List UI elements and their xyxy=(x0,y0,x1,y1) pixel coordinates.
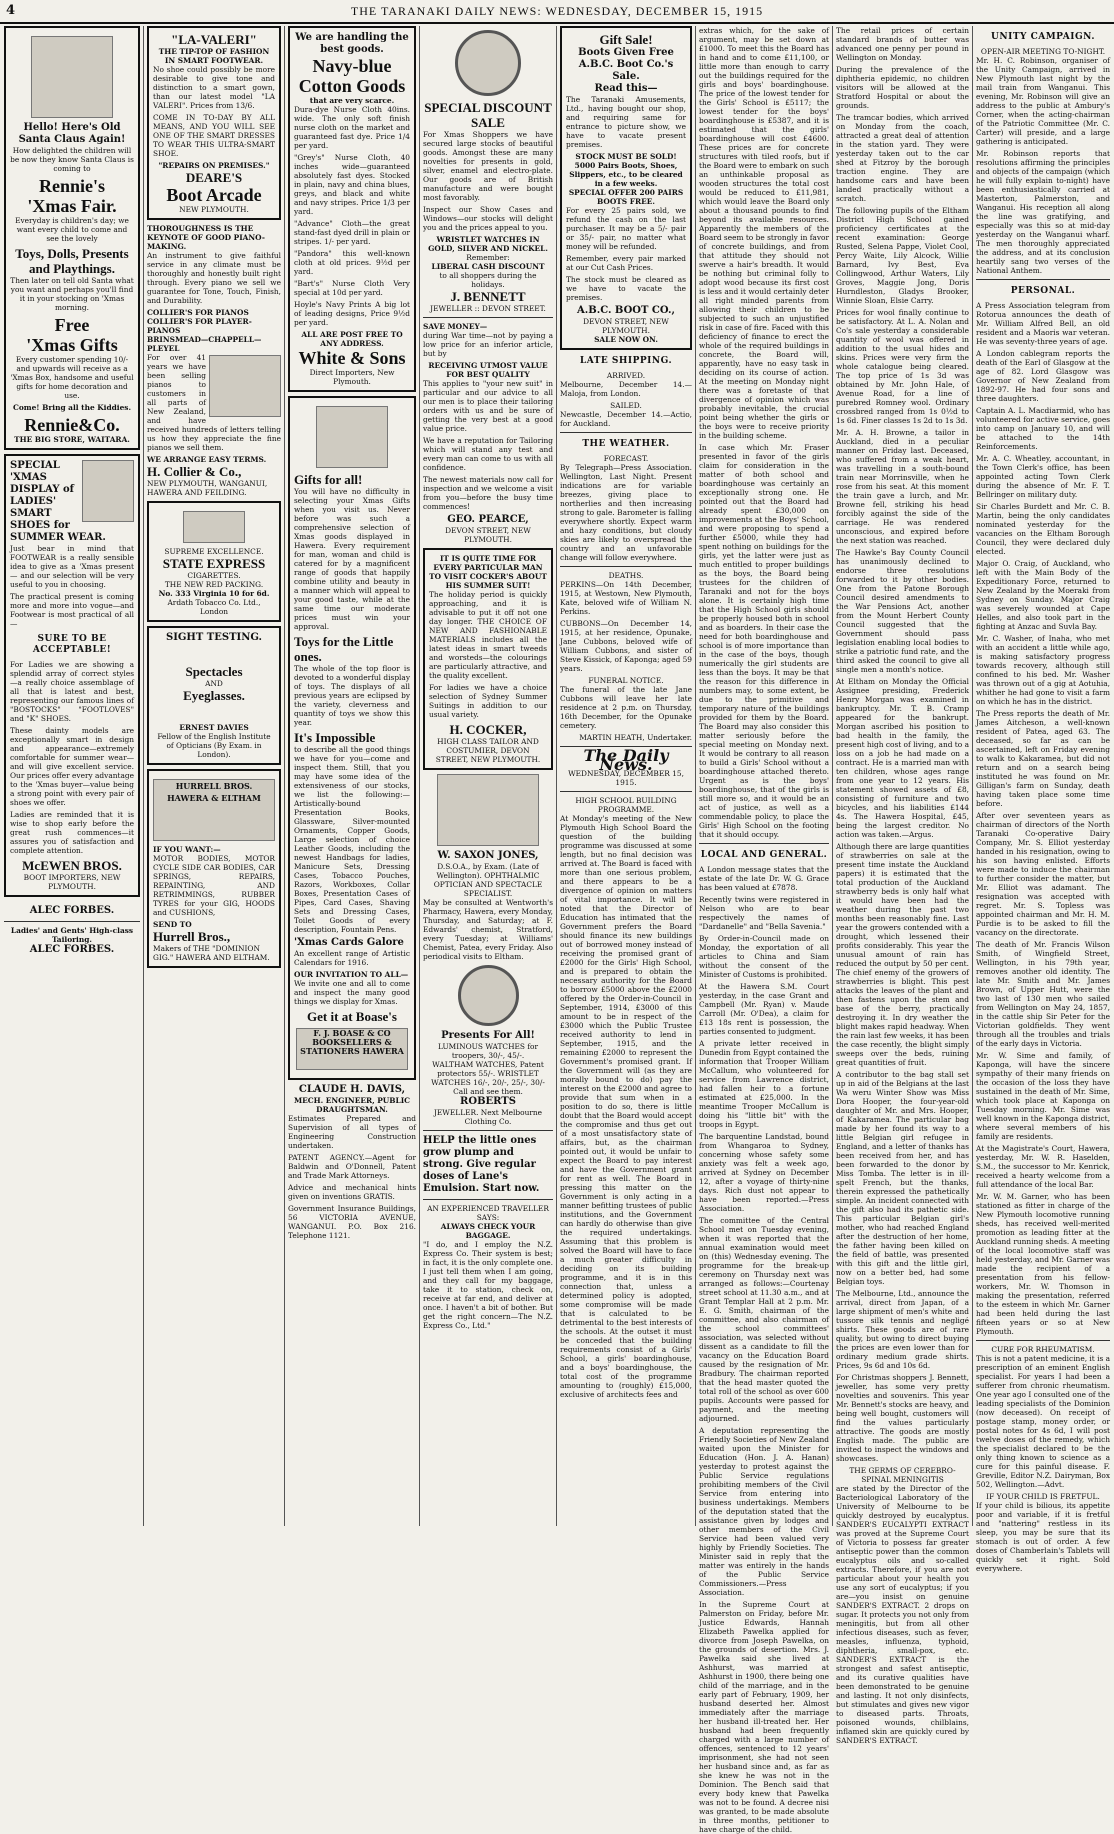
cigarettes-text: CIGARETTES. xyxy=(187,571,241,580)
bennett-heading: J. BENNETT xyxy=(450,289,526,304)
saxon-heading: W. SAXON JONES, xyxy=(437,850,539,861)
personal-item: After over seventeen years as chairman of directors of the North Taranaki Co-operative Dairy Company, Mr. S. Elliot yesterday handed in his resignation, owing to his son having enlisted. Efforts were made to induce the chairman to further consider the matter, but Mr. Elliot was adamant. The resignation was accepted with regret. Mr. S. Topless was appointed chairman and Mr. H. M. Purdie is to be asked to fill the vacancy on the directorate. xyxy=(976,811,1110,937)
local-item: Recently twins were registered in Nelson who are to bear respectively the names of "Dardanelle" and "Bella Savenia." xyxy=(699,895,829,931)
special-shoes-heading: SPECIAL 'XMAS DISPLAY of LADIES' SMART SHOES for SUMMER WEAR. xyxy=(10,460,106,543)
boots-free-heading: Boots Given Free xyxy=(578,47,674,58)
rennie-intro: How delighted the children will be now they know Santa Claus is coming to xyxy=(10,146,134,173)
presents-heading: Presents For All! xyxy=(441,1030,535,1041)
collier-player-pianos: COLLIER'S FOR PLAYER-PIANOS xyxy=(147,317,252,335)
jeweller-text: JEWELLER :: DEVON STREET. xyxy=(430,304,546,313)
special-discount-heading: SPECIAL DISCOUNT SALE xyxy=(424,100,552,130)
column-rule xyxy=(419,26,420,1526)
personal-item: The death of Mr. Francis Wilson Smith, of Wingfield Street, Wellington, in his 79th year, removes another old identity. The late Mr. Smith and Mr. James Brown, of Upper Hutt, were the two last of 130 men who sailed from Wellington on May 24, 1857, in the cattle ship Sir Peter for the Victorian goldfields. They went through all the troubles and trials of the early days in Victoria. xyxy=(976,940,1110,1048)
newest-text: The newest materials now call for inspection and we welcome a visit from you—before the busy time commences! xyxy=(423,475,553,511)
eyeglasses-heading: Eyeglasses. xyxy=(183,688,245,703)
state-express-seal xyxy=(183,511,245,543)
pandora-text: "Pandora" this well-known cloth at old prices. 9½d per yard. xyxy=(294,249,410,276)
column-1 xyxy=(4,26,140,1526)
fellow-text: Fellow of the English Institute of Opticians (By Exam. in London). xyxy=(157,732,271,759)
hurrell-advert xyxy=(147,769,281,968)
forladies-text: For ladies we have a choice selection of Sydney Summer Suitings in addition to our usual variety. xyxy=(429,683,547,719)
local-item: During the prevalence of the diphtheria epidemic, no children visitors will be allowed at the Stratford Hospital or about the grounds. xyxy=(836,65,969,110)
local-item: In the Supreme Court at Palmerston on Friday, before Mr. Justice Edwards, Hannah Elizabeth Pawelka applied for divorce from Joseph Pawelka, on the grounds of desertion. Mrs. J. Pawelka said she lived at Ashhurst, was married at Ashhurst in 1900, there being one child of the marriage, and in the early part of February, 1909, her husband deserted her. Almost immediately after the marriage her husband ill-treated her. Her husband had been frequently charged with a large number of offences, sentenced to 12 years' imprisonment, she had not seen her husband since and, as far as she knew he was not in the Dominion. The Bench said that every body knew that Pawelka was not to be found. A decree nisi was granted, to be made absolute in three months, petitioner to have charge of the child. xyxy=(699,1600,829,1834)
weather-heading: THE WEATHER. xyxy=(582,439,670,449)
hello-heading: Hello! Here's Old Santa Claus Again! xyxy=(18,122,126,145)
hcollier-address: NEW PLYMOUTH, WANGANUI, HAWERA AND FEILDING. xyxy=(147,479,268,497)
daily-news-heading: The Daily News. xyxy=(583,746,669,774)
column-rule xyxy=(832,26,833,1526)
navy-blue-heading: Navy-blue Cotton Goods xyxy=(298,56,406,96)
deare-advert xyxy=(147,26,281,220)
abc-boot-advert xyxy=(560,26,692,350)
unity-text: Mr. Robinson reports that resolutions affirming the principles and objects of the campaign (which he will fully explain to-night) have been enthusiastically carried at Masterton, Palmerston, and Wanganui. His reception all along the line was gratifying, and especially was this so at mid-day yesterday on the Wanganui wharf. The men thoroughly appreciated the address, and at its conclusion heartily sang two verses of the National Anthem. xyxy=(976,149,1110,275)
germs-heading: THE GERMS OF CEREBRO-SPINAL MENINGITIS xyxy=(849,1466,956,1484)
claude-heading: CLAUDE H. DAVIS, xyxy=(298,1084,406,1095)
rennie-co-heading: Rennie&Co. xyxy=(24,415,120,435)
help-little-text: HELP the little ones grow plump and strong. Give regular doses of Lane's Emulsion. Start now. xyxy=(423,1135,540,1194)
funeral-heading: FUNERAL NOTICE. xyxy=(588,676,664,685)
always-check-text: ALWAYS CHECK YOUR BAGGAGE. xyxy=(440,1222,536,1240)
boase-advert xyxy=(288,396,416,1080)
white-sons-heading: White & Sons xyxy=(298,348,406,368)
no333-text: No. 333 Virginia 10 for 6d. xyxy=(158,589,270,598)
column-rule xyxy=(556,26,557,1526)
impossible-heading: It's Impossible xyxy=(294,730,376,745)
boase-logo: F. J. BOASE & CO BOOKSELLERS & STATIONERS HAWERA xyxy=(296,1028,408,1070)
sailed-text: Newcastle, December 14.—Actio, for Auckland. xyxy=(560,410,692,428)
advice-text: Advice and mechanical hints given on inventions GRATIS. xyxy=(288,1183,416,1201)
davies-advert xyxy=(147,626,281,765)
column-5 xyxy=(560,26,692,1526)
column-rule xyxy=(972,26,973,1526)
hsb-text: At Monday's meeting of the New Plymouth High School Board the question of the building programme was discussed at some length, but no final decision was arrived at. The Board is faced with more than one serious problem, and there appears to be a divergence of opinion on matters of vital importance. It will be noted that the Director of Education has intimated that the Government prefers the Board should finance its new buildings out of borrowed money instead of receiving the promised grant of £2000 for the Girls' High School, and is prepared to obtain the necessary authority for the Board to borrow £5000 above the £2000 offered by the Order-in-Council in September, 1914, £3000 of this amount to be in respect of the £3000 which the Public Trustee received authority to lend in September, 1915, and the remaining £2000 to represent the Government's promised grant. If the Government will (as they are morally bound to do) pay the interest on the £2000 and agree to provide that sum when in a position to do so, there is little doubt that the Board would accept the compromise and thus get out of a most unsatisfactory state of affairs, but, as the chairman pointed out, it would be unfair to expect the Board to pay interest and have the Government grant for rent as well. The Board in pressing this matter on the Government is only acting in a manner befitting trustees of public institutions, and the Government can hardly do otherwise than give the required undertakings. Assuming that this problem is solved the Board will have to face a much greater difficulty in deciding on its building programme, and it is in this connection that, unless a determined policy is adopted, some compromise will be made that is calculated to be detrimental to the best interests of the schools. At the outset it must be conceded that the building requirements consist of a Girls' School, a girls' boardinghouse, and a boys' boardinghouse, the total cost of the programme amounting to (roughly) £15,000, exclusive of architects fees and xyxy=(560,814,692,1399)
sanders-text: are stated by the Director of the Bacteriological Laboratory of the University of Melbourne to be quickly destroyed by eucalyptus. SANDER'S EUCALYPTI EXTRACT was proved at the Supreme Court of Victoria to possess far greater antiseptic power than the common eucalyptus oils and so-called extracts. Therefore, if you are not particular about your health you use any sort of eucalyptus; if you are—you insist on genuine SANDER'S EXTRACT. 2 drops on sugar. It protects you not only from meningitis, but from all other infectious diseases, such as fever, measles, influenza, typhoid, diphtheria, small-pox, etc. SANDER'S EXTRACT is the strongest and safest antiseptic, and its curative qualities have been demonstrated to be genuine and lasting. It not only disinfects, but stimulates and gives new vigor to diseased parts. Throats, poisoned wounds, chilblains, inflamed skin are quickly cured by SANDER'S EXTRACT. xyxy=(836,1484,969,1745)
luminous-text: LUMINOUS WATCHES for troopers, 30/-, 45/-. xyxy=(437,1042,539,1060)
spectacles-heading: Spectacles xyxy=(185,664,243,679)
personal-item: A London cablegram reports the death of the Earl of Glasgow at the age of 82. Lord Glasgow was Governor of New Zealand from 1892-97. He had four sons and three daughters. xyxy=(976,349,1110,403)
personal-item: The Press reports the death of Mr. James Aitcheson, a well-known resident of Patea, aged 63. The deceased, so far as can be ascertained, left on Friday evening to walk to Kakaramea, but did not return and on a search being instituted he was found on Mr. Gilligan's farm on Sunday, death having taken place some time before. xyxy=(976,709,1110,808)
arrived-heading: ARRIVED. xyxy=(606,371,646,380)
describe-text: to describe all the good things we have for you—come and inspect them. Still, that you may have some idea of the extensiveness of our stocks, we list the following:—Artistically-bound Presentation Books, Glassware, Silver-mounted Ornaments, Copper Goods, Large selection of choice Leather Goods, including the newest Handbags for ladies, Manicure Sets, Dressing Cases, Tobacco Pouches, Razors, Workboxes, Collar Boxes, Presentation Cases of Pipes, Card Cases, Shaving Sets and Dressing Cases, Toilet Goods of every description, Fountain Pens. xyxy=(294,745,410,934)
cocker-heading: H. COCKER, xyxy=(449,722,527,737)
comein-text: COME IN TO-DAY BY ALL MEANS, AND YOU WILL SEE ONE OF THE SMART DRESSES TO WEAR THIS ULTRA-SMART SHOE. xyxy=(153,113,275,158)
sale-now-text: SALE NOW ON. xyxy=(594,335,658,344)
hat-illustration xyxy=(437,774,539,846)
that-are-text: that are very scarce. xyxy=(309,96,395,105)
youwill-text: You will have no difficulty in selecting your Xmas Gifts when you visit us. Never before was such a comprehensive selection of Xmas goods displayed in Hawera. Every requirement for man, woman and child is catered for by a magnificent range of goods that happily combine utility and beauty in a manner which will appeal to your good taste, while at the same time our moderate prices must win your approval. xyxy=(294,487,410,631)
wants-text: MOTOR BODIES, MOTOR CYCLE SIDE CAR BODIES, CAR SPRINGS, REPAIRS, REPAINTING, AND RETRIMMINGS, RUBBER TYRES for your GIG, HOODS and CUSHIONS, xyxy=(153,854,275,917)
cure-text: This is not a patent medicine, it is a prescription of an eminent English specialist. For years I had been a sufferer from chronic rheumatism. One year ago I consulted one of the leading specialists of the Dominion (now deceased). On receipt of postage stamp, money order, or postal notes for 4s 6d, I will post twelve doses of the remedy, which the specialist declared to be the only thing known to science as a cure for this painful disease. F. Greville, Editor N.Z. Dairyman, Box 502, Wellington.—Advt. xyxy=(976,1354,1110,1489)
undertaker-text: MARTIN HEATH, Undertaker. xyxy=(579,733,692,742)
makers-text: Makers of THE "DOMINION GIG." HAWERA AND ELTHAM. xyxy=(153,944,270,962)
claude-address: Government Insurance Buildings, 56 VICTORIA AVENUE, WANGANUI. P.O. Box 216. Telephone 1121. xyxy=(288,1204,416,1240)
read-this-heading: Read this— xyxy=(594,83,658,94)
alec-forbes-footer: ALEC FORBES. xyxy=(29,944,115,955)
personal-item: Mr. W. M. Garner, who has been stationed as fitter in charge of the New Plymouth locomotive running sheds, has received well-merited promotion as leading fitter at the Auckland running sheds. A meeting of the local locomotive staff was held yesterday, and Mr. Garner was made the recipient of a presentation from his fellow-workers, Mr. W. Thomson in making the presentation, referred to the esteem in which Mr. Garner had been held during the last fifteen years or so at New Plymouth. xyxy=(976,1192,1110,1336)
come-text: Come! Bring all the Kiddies. xyxy=(12,403,132,412)
santa-claus-illustration xyxy=(31,36,113,118)
child-heading: IF YOUR CHILD IS FRETFUL. xyxy=(986,1492,1100,1501)
free-heading: Free xyxy=(54,315,90,335)
state-express-advert xyxy=(147,501,281,622)
applies-text: This applies to "your new suit" in particular and our advice to all our men is to place their tailoring orders with us and be sure of getting the very best at a good value price. xyxy=(423,379,553,433)
child-text: If your child is bilious, its appetite poor and variable, if it is fretful and "nattering" restless in its sleep, you may be sure that its stomach is out of order. A few doses of Chamberlain's Tablets will quickly set it right. Sold everywhere. xyxy=(976,1501,1110,1573)
local-item: The committee of the Central School met on Tuesday evening, when it was reported that the annual examination would meet on (this) Wednesday evening. The programme for the break-up ceremony on Thursday next was arranged as follows:—Courtenay street school at 11.30 a.m., and at Grant Templar Hall at 2 p.m. Mr. E. G. Smith, chairman of the committee, and also chairman of the school committees' association, was selected without dissent as a candidate to fill the vacancy on the Education Board caused by the resignation of Mr. Bradbury. The chairman reported that the head master quoted the total roll of the school as over 600 pupils. Accounts were passed for payment, and the meeting adjourned. xyxy=(699,1216,829,1423)
state-express-heading: STATE EXPRESS xyxy=(162,556,266,571)
funeral-text: The funeral of the late Jane Cubbons will leave her late residence at 2 p.m. on Thursday, 16th December, for the Opunake cemetery. xyxy=(560,685,692,730)
receiving-text: RECEIVING UTMOST VALUE FOR BEST QUALITY xyxy=(428,361,548,379)
lavaleri-heading: "LA-VALERI" xyxy=(171,32,257,47)
personal-heading: PERSONAL. xyxy=(1010,286,1076,296)
mcewen-heading: McEWEN BROS. xyxy=(22,858,122,873)
late-shipping-heading: LATE SHIPPING. xyxy=(579,356,673,366)
local-item: A contributor to the bag stall set up in aid of the Belgians at the last Wa weru Winter Show was Miss Dora Hooper, the four-year-old daughter of Mr. and Mrs. Hooper, of Kakaramea. The particular bag made by her found its way to a little Belgian girl refugee in England, and a letter of thanks has been received from her, and has been forwarded to the donor by Miss Tomba. The letter is in ill-spelt French, but the thanks, therein expressed the pathetically simple. An incident connected with the gift also had its pathetic side. This particular Belgian girl's mother, who had reached England after the destruction of her home, the father having been killed on the field of battle, was presented with this gift and the little girl, now on a better bed, had some Belgian toys. xyxy=(836,1070,969,1286)
liberal-text: LIBERAL CASH DISCOUNT xyxy=(431,262,545,271)
practical-text: The practical present is coming more and more into vogue—and Footwear is most practical of all— xyxy=(10,592,134,628)
and-text: AND xyxy=(205,679,223,688)
easy-terms-text: WE ARRANGE EASY TERMS. xyxy=(147,455,267,464)
toys-heading: Toys, Dolls, Presents and Playthings. xyxy=(15,246,129,276)
pocket-watch-illustration xyxy=(455,30,521,96)
gift-sale-heading: Gift Sale! xyxy=(599,32,653,47)
cocker-advert xyxy=(423,548,553,770)
abc-address: DEVON STREET, NEW PLYMOUTH. xyxy=(583,317,669,335)
local-item: Although there are large quantities of strawberries on sale at the present time instate the Auckland papers) it is estimated that the total production of the Auckland strawberry beds is only half what it would have been had the weather during the past two months been reasonably fine. Last year the growers contended with a drought, which lessened their profits considerably. This year the unusual amount of rain has reduced the output by 50 per cent. The chief enemy of the growers of strawberries is blight. This pest attacks the leaves of the plant and then fastens upon the stem and base of the berry, practically destroying it. In dry weather the blight makes rapid headway. When the rain last few weeks, it has been the case recently, the blight simply sweeps over the beds, ruining great quantities of fruit. xyxy=(836,842,969,1067)
ardath-text: Ardath Tobacco Co. Ltd., London xyxy=(167,598,261,616)
personal-item: Mr. W. Sime and family, of Kaponga, will have the sincere sympathy of their many friends on the occasion of the loss they have sustained in the death of Mr. Sime, which took place at Kaponga on Tuesday morning. Mr. Sime was well known in the Kaponga district, where several members of his family are residents. xyxy=(976,1051,1110,1141)
forecast-heading: FORECAST. xyxy=(603,454,649,463)
piano-player-illustration xyxy=(209,355,281,417)
local-general-heading: LOCAL AND GENERAL. xyxy=(700,850,828,860)
ladies-text: For Ladies we are showing a splendid array of correct styles—a really choice assemblage of all that is latest and best, representing our famous lines of "BOSTOCKS" "FOOTLOVES" and "K" SHOES. xyxy=(10,660,134,723)
advance-text: "Advance" Cloth—the great stand-fast dyed drill in plain or stripes. 1/- per yard. xyxy=(294,219,410,246)
personal-item: At the Magistrate's Court, Hawera, yesterday, Mr. W. R. Haselden, S.M., the successor to Mr. Kenrick, received a hearty welcome from a full attendance of the local Bar. xyxy=(976,1144,1110,1189)
calendars-text: An excellent range of Artistic Calendars for 1916. xyxy=(294,949,410,967)
barts-text: "Bart's" Nurse Cloth Very special at 10d per yard. xyxy=(294,279,410,297)
amusements-text: The Taranaki Amusements, Ltd., having bought our shop, and requiring same for entrance to picture show, we have to vacate present premises. xyxy=(566,95,686,149)
unity-text: Mr. H. C. Robinson, organiser of the Unity Campaign, arrived in New Plymouth last night by the mail train from Wanganui. This evening, Mr. Robinson will give an address to the public at Ambury's Corner, when the acting-chairman of the Patriotic Committee (Mr. C. Carter) will preside, and a large gathering is anticipated. xyxy=(976,56,1110,146)
rennies-heading: Rennie's xyxy=(38,176,105,196)
sendto-text: SEND TO xyxy=(153,920,192,929)
local-item: The barquentine Landstad, bound from Whangaroa to Sydney, concerning whose safety some anxiety was felt a week ago, arrived at Sydney on December 12, after a voyage of thirty-nine days. Rich dust not appear to have been reported.—Press Association. xyxy=(699,1132,829,1213)
personal-item: Sir Charles Burdett and Mr. C. B. Martin, being the only candidates nominated yesterday for the vacancies on the Eltham Borough Council, they were declared duly elected. xyxy=(976,502,1110,556)
handling-heading: We are handling the best goods. xyxy=(295,32,409,55)
personal-item: Major O. Craig, of Auckland, who left with the Main Body of the Expeditionary Force, returned to New Zealand by the Moeraki from Sydney on Sunday. Major Craig was severely wounded at Cape Helles, and also took part in the fighting at Anzac and Suvla Bay. xyxy=(976,559,1110,631)
local-item: At Eltham on Monday the Official Assignee presiding, Frederick Henry Morgan was examined in bankruptcy. Mr. T. B. Cramp appeared for the bankrupt. Morgan ascribed his position to bad health in the family, the present high cost of living, and to a loss on a job he had made on a contract. He is a married man with ten children, whose ages range from one year to 12 years. His statement showed assets of £8, consisting of furniture and two bicycles, and his liabilities £144 4s. The Hawera Hospital, £45, being the largest creditor. No action was taken.—Argus. xyxy=(836,677,969,839)
white-sons-advert xyxy=(288,26,416,392)
collier-pianos: COLLIER'S FOR PIANOS xyxy=(147,308,249,317)
holiday-text: The holiday period is quickly approaching, and it is advisable to put it off not one day longer. THE CHOICE OF NEW AND FASHIONABLE MATERIALS includes all the latest ideas in smart tweeds and worsteds—the colourings are particularly attractive, and the quality excellent. xyxy=(429,590,547,680)
page-number: 4 xyxy=(6,3,16,18)
everyday-text: Everyday is children's day; we want every child to come and see the lovely xyxy=(15,216,129,243)
local-item: Prices for wool finally continue to be satisfactory. At L. A. Nolan and Co's sale yesterday a considerable quantity of wool was offered in addition to the usual hides and skins. Prices were very firm the whole catalogue being cleared. The top price of 1s 3d was obtained by Mr. John Hale, of Avenue Road, for a line of purebred Romney wool. Ordinary crossbred ranged from 1s 0½d to 1s 6d. Finer classes 1s 2d to 1s 3d. xyxy=(836,308,969,425)
just-bear-text: Just bear in mind that FOOTWEAR is a really sensible idea to give as a 'Xmas present — and our selection will be very useful to you in choosing. xyxy=(10,544,134,589)
red-packing-text: THE NEW RED PACKING. xyxy=(164,580,264,589)
saxon-sub: D.S.O.A., by Exam. (Late of Wellington). OPHTHALMIC OPTICIAN AND SPECTACLE SPECIALIST. xyxy=(433,862,543,898)
cleared-text: The stock must be cleared as we have to vacate the premises. xyxy=(566,275,686,302)
arrival-text: Melbourne, December 14.—Maloja, from London. xyxy=(560,380,692,398)
estimates-text: Estimates Prepared and Supervision of all types of Engineering Construction undertaken. xyxy=(288,1114,416,1150)
xmas-gifts-heading: 'Xmas Gifts xyxy=(26,335,118,355)
stock-text: STOCK MUST BE SOLD! 5000 Pairs Boots, Shoes, Slippers, etc., to be cleared in a few weeks. xyxy=(569,152,683,188)
quite-time-heading: IT IS QUITE TIME FOR EVERY PARTICULAR MAN TO VISIT COCKER'S ABOUT HIS SUMMER SUIT! xyxy=(429,554,547,590)
column-2 xyxy=(147,26,281,1526)
during-text: during War time—not by paying a low price for an inferior article, but by xyxy=(423,331,553,358)
whole-text: The whole of the top floor is devoted to a wonderful display of toys. The displays of all previous years are eclipsed by the variety, cleverness and quantity of toys we show this year. xyxy=(294,664,410,727)
wristlet-text: WRISTLET WATCHES IN GOLD, SILVER AND NICKEL. xyxy=(428,235,548,253)
rennie-advert xyxy=(4,26,140,450)
hsb-continued: extras which, for the sake of argument, may be set down at £1000. To meet this the Board has in hand and to come £11,100, or little more than enough to carry out the buildings required for the girls and boys' boardinghouse. The price of the lowest tender for the Girls' School is £5117; the lowest tender for the boys' boardinghouse is £5387, and it is estimated that the girls' boardinghouse will cost £4600. These prices are for concrete structures with tiled roofs, but if the Board were to embark on such an unthinkable proposal as wooden structures the total cost would be reduced to £11,981, which would leave the Board only about a thousand pounds to find beyond its available resources. Apparently the members of the Board seem to be strongly in favor of concrete buildings, and from that attitude they should not swerve a hair's breadth. It would be nothing but criminal folly to adopt wood because its first cost is less and it would certainly deter all right minded parents from allowing their children to be subjected to such an unjustified risk in case of fire. Faced with this deficiency of finance to erect the whole of the required buildings in concrete, the Board will, apparently, have no easy task in deciding on its course of action. At the meeting on Monday night there was a foretaste of that divergence of opinion which was probably inevitable, the crucial point being whether the girls or the boys were to receive priority in the building scheme. xyxy=(699,26,829,440)
xmas-fair-heading: 'Xmas Fair. xyxy=(27,196,117,216)
boot-arcade-heading: Boot Arcade xyxy=(166,185,262,205)
cards-heading: 'Xmas Cards Galore xyxy=(294,937,404,948)
pearce-address: DEVON STREET, NEW PLYMOUTH. xyxy=(445,526,531,544)
reputation-text: We have a reputation for Tailoring which will stand any test and every man can come to us with all confidence. xyxy=(423,436,553,472)
thoroughness-heading: THOROUGHNESS IS THE KEYNOTE OF GOOD PIANO-MAKING. xyxy=(147,224,265,251)
unity-heading: UNITY CAMPAIGN. xyxy=(991,32,1095,42)
toall-text: to all shoppers during the holidays. xyxy=(439,271,537,289)
column-rule xyxy=(695,26,696,1526)
dainty-text: These dainty models are exceptionally smart in design and appearance—extremely comfortable for summer wear—and will give excellent service. Our prices offer every advantage to the 'Xmas buyer—value being a strong point with every pair of shoes we offer. xyxy=(10,726,134,807)
local-item: Mr. A. H. Browne, a tailor in Auckland, died in a peculiar manner on Friday last. Deceased, who suffered from a weak heart, was travelling in a south-bound train near Morrinsville, when he rose from his seat. At this moment the train gave a lurch, and Mr. Browne fell, striking his head forcibly against the side of the carriage. He was rendered unconscious, and expired before the next station was reached. xyxy=(836,428,969,545)
deaths-heading: DEATHS. xyxy=(608,571,644,580)
inspect-text: Inspect our Show Cases and Windows—our stocks will delight you and the prices appeal to you. xyxy=(423,205,553,232)
pearce-heading: GEO. PEARCE, xyxy=(447,514,529,525)
unity-sub: OPEN-AIR MEETING TO-NIGHT. xyxy=(980,47,1106,56)
cure-heading: CURE FOR RHEUMATISM. xyxy=(991,1345,1095,1354)
big-store-text: THE BIG STORE, WAITARA. xyxy=(14,435,130,444)
hoyle-text: Hoyle's Navy Prints A big lot of leading designs, Price 9½d per yard. xyxy=(294,300,410,327)
roberts-heading: ROBERTS xyxy=(460,1096,516,1107)
local-item: The Hawke's Bay County Council has unanimously declined to endorse three resolutions forwarded to it by other bodies. One from the Patone Borough Council desired amendments to the War Pensions Act, another from the Mount Herbert County Council suggested that the Government should pass legislation enabling local bodies to strike a patriotic fund rate, and the third asked the council to give all single men a month's notice. xyxy=(836,548,969,674)
column-3 xyxy=(288,26,416,1526)
forxmas-text: For Xmas Shoppers we have secured large stocks of beautiful goods. Amongst these are many novelties for presents in gold, silver, enamel and electro-plate. Our goods are of British manufacture and were bought most favorably. xyxy=(423,130,553,202)
local-item: The retail prices of certain standard brands of butter was advanced one penny per pound in Wellington on Monday. xyxy=(836,26,969,62)
sight-testing-heading: SIGHT TESTING. xyxy=(165,632,263,643)
hurrell-bros-heading: Hurrell Bros., xyxy=(153,929,231,944)
masthead-title: THE TARANAKI DAILY NEWS: WEDNESDAY, DECEMBER 15, 1915 xyxy=(350,4,764,18)
white-direct-text: Direct Importers, New Plymouth. xyxy=(309,368,395,386)
offer-text: SPECIAL OFFER 200 PAIRS BOOTS FREE. xyxy=(568,188,684,206)
hsb-heading: HIGH SCHOOL BUILDING PROGRAMME. xyxy=(575,796,677,814)
remember-text: Remember: xyxy=(466,253,510,262)
mcewen-advert xyxy=(4,454,140,897)
column-7 xyxy=(836,26,969,1745)
greys-text: "Grey's" Nurse Cloth, 40 inches wide—guaranteed absolutely fast dyes. Stocked in plain, navy and china blues, greys, and black and white and navy stripes. Price 1/3 per yard. xyxy=(294,153,410,216)
every-pairs-text: For every 25 pairs sold, we refund the cash on the last purchaser. It may be a 5/- pair or 35/- pair, no matter what money will be refunded. xyxy=(566,206,686,251)
abc-co-heading: A.B.C. BOOT CO., xyxy=(577,305,675,316)
tiptop-text: THE TIP-TOP OF FASHION IN SMART FOOTWEAR. xyxy=(158,47,270,65)
column-4 xyxy=(423,26,553,1526)
forecast-text: By Telegraph—Press Association. Wellington, Last Night. Present indications are for variable breezes, giving place to northerlies and then increasing strong to gale. Barometer is falling everywhere shortly. Expect warm and hazy conditions, but cloudy skies are likely to overspread the country and an unfavorable change will follow everywhere. xyxy=(560,463,692,562)
roberts-sub: JEWELLER. Next Melbourne Clothing Co. xyxy=(433,1108,543,1126)
reminded-text: Ladies are reminded that it is wise to shop early before the great rush commences—it assures you of satisfaction and complete attention. xyxy=(10,810,134,855)
local-item: A deputation representing the Friendly Societies of New Zealand waited upon the Minister for Education (Hon. J. A. Hanan) yesterday to protest against the Public Service regulations prohibiting members of the Civil Service from entering into business undertakings. Members of the deputation stated that the assistance given by lodges and other members of the Civil Service had been valued very highly by Friendly Societies. The Minister said in reply that the matter was entirely in the hands of the Public Service Commissioners.—Press Association. xyxy=(699,1426,829,1597)
waltham-text: WALTHAM WATCHES, Patent protectors 55/-. WRISTLET WATCHES 16/-, 20/-, 25/-, 30/- Call and see them. xyxy=(431,1060,545,1096)
watch-illustration xyxy=(458,965,519,1026)
ernest-davies: ERNEST DAVIES xyxy=(179,723,249,732)
local-item: A private letter received in Dunedin from Egypt contained the information that Trooper William McCallum, who volunteered for service from Lawrence district, had fallen heir to a fortune estimated at £25,000. In the meantime Trooper McCallum is doing his "little bit" with the troops in Egypt. xyxy=(699,1039,829,1129)
death-notice: PERKINS—On 14th December, 1915, at Westown, New Plymouth, Kate, beloved wife of William N. Perkins. xyxy=(560,580,692,616)
personal-item: A Press Association telegram from Rotorua announces the death of Mr. William Alfred Bell, an old resident and a Maoris war veteran. He was seventy-three years of age. xyxy=(976,301,1110,346)
invite-text: We invite one and all to come and inspect the many good things we display for Xmas. xyxy=(294,979,410,1006)
local-item: By Order-in-Council made on Monday, the exportation of all articles to China and Siam without the consent of the Minister of Customs is prohibited. xyxy=(699,934,829,979)
toys-little-heading: Toys for the Little ones. xyxy=(294,634,394,664)
column-rule xyxy=(284,26,285,1526)
alec-forbes-heading: ALEC FORBES. xyxy=(29,905,115,916)
traveller-heading: AN EXPERIENCED TRAVELLER SAYS: xyxy=(427,1204,549,1222)
local-item: A London message states that the estate of the late Dr. W. G. Grace has been valued at £7878. xyxy=(699,865,829,892)
editorial-date: WEDNESDAY, DECEMBER 15, 1915. xyxy=(568,769,684,787)
durodye-text: Dura-dye Nurse Cloth 40ins. wide. The only soft finish nurse cloth on the market and guaranteed fast dye. Price 1/4 per yard. xyxy=(294,105,410,150)
hcollier-heading: H. Collier & Co., xyxy=(147,464,242,479)
death-notice: CUBBONS—On December 14, 1915, at her residence, Opunake, Jane Cubbons, beloved wife of William Cubbons, and sister of Steve Kissick, of Kaponga; aged 59 years. xyxy=(560,619,692,673)
saxon-text: May be consulted at Wentworth's Pharmacy, Hawera, every Monday, Thursday, and Saturday; at F. Edwards' chemist, Stratford, every Tuesday; at Williams' Chemist, Patea, every Friday. Also periodical visits to Eltham. xyxy=(423,898,553,961)
sailed-heading: SAILED. xyxy=(610,401,642,410)
local-item: The following pupils of the Eltham District High School gained proficiency certificates at the recent examination: George Rusted, Selena Pappe, Violet Cool, Percy Waite, Lily Alcock, Willie Barnard, Ivy Best, Eva Collingwood, Arthur Waters, Lily Groves, Maggie Jong, Doris Hurndleston, Gladys Brooker, Winnie Sloan, Elsie Carry. xyxy=(836,206,969,305)
then-text: Then later on tell old Santa what you want and perhaps you'll find it in your stocking on 'Xmas morning. xyxy=(10,276,134,312)
get-it-heading: Get it at Boase's xyxy=(307,1009,397,1024)
column-6 xyxy=(699,26,829,1834)
brinsmead-text: BRINSMEAD—CHAPPELL—PLEYEL xyxy=(147,335,262,353)
mcewen-address: BOOT IMPORTERS, NEW PLYMOUTH. xyxy=(23,873,121,891)
local-item: At the Hawera S.M. Court yesterday, in the case Grant and Campbell (Mr. Ryan) v. Maude Carroll (Mr. O'Dea), a claim for £13 18s rent is possession, the parties consented to judgment. xyxy=(699,982,829,1036)
santa-illustration xyxy=(82,460,134,522)
local-item: The Melbourne, Ltd., announce the arrival, direct from Japan, of a large shipment of men's white and tussore silk tennis and negligé shirts. These goods are of rare quality, but owing to direct buying the prices are even lower than for ordinary medium grade shirts. Prices, 9s 6d and 10s 6d. xyxy=(836,1289,969,1370)
masthead xyxy=(0,0,1114,24)
every-customer-text: Every customer spending 10/- and upwards will receive as a 'Xmas Box, handsome and useful gifts for home decoration and use. xyxy=(10,355,134,400)
column-8 xyxy=(976,26,1110,1573)
allpost-text: ALL ARE POST FREE TO ANY ADDRESS. xyxy=(301,330,403,348)
santa-sack-illustration xyxy=(316,406,388,468)
personal-item: Mr. C. Washer, of Inaha, who met with an accident a little while ago, is making satisfactory progress towards recovery, although still confined to his bed. Mr. Washer was thrown out of a gig at Aotuhia, whither he had gone to visit a farm on which he has in the district. xyxy=(976,634,1110,706)
abc-sale-heading: A.B.C. Boot Co.'s Sale. xyxy=(578,59,674,82)
column-rule xyxy=(143,26,144,1526)
express-quote: "I do, and I employ the N.Z. Express Co. Their system is best; in fact, it is the only complete one. I just tell them when I am going, and they call for my baggage, take it to station, check on, receive at far end, and deliver at once. I haven't a bit of bother. But get the right concern—The N.Z. Express Co., Ltd." xyxy=(423,1240,553,1330)
deares-heading: DEARE'S xyxy=(185,170,243,185)
repairs-text: "REPAIRS ON PREMISES." xyxy=(158,161,270,170)
personal-item: Captain A. L. Macdiarmid, who has volunteered for active service, goes into camp on January 10, and will be attached to the 14th Reinforcements. xyxy=(976,406,1110,451)
deare-address: NEW PLYMOUTH. xyxy=(179,205,249,214)
remember-pair-text: Remember, every pair marked at our Cut Cash Prices. xyxy=(566,254,686,272)
gifts-heading: Gifts for all! xyxy=(294,472,363,487)
cocker-address: HIGH CLASS TAILOR AND COSTUMIER, DEVON STREET, NEW PLYMOUTH. xyxy=(435,737,541,764)
hsb-continued: In case which Mr. Fraser presented in favor of the girls claim for consideration in the matter of both school and boardinghouse was certainly an exceptionally strong one. He pointed out that the Board had already spent £30,000 on improvements at the Boys' School, and were proposing to spend a further £5000, while they had spent nothing on buildings for the girls, yet the latter were just as much entitled to proper buildings as the boys, the Board being trustees for the children of Taranaki and not for the boys alone. It is certainly high time that the High School girls should be properly housed both in school and as boarders. In their case the need for both boardinghouse and school is of more importance than in the case of the boys, though numerically the girl students are less than the boys. It may be that the reason for this difference in numbers may, to some extent, be due to the primitive and temporary nature of the buildings provided for them by the Board. The Board may also consider this matter seriously before the special meeting on Monday next. It would be contrary to all reason to build a Girls' School without a boardinghouse attached thereto. Urgent as is the boys' boardinghouse, that of the girls is still more so, and it would be an act of justice, as well as a commendable policy, to place the Girls' High School on the footing that it should occupy. xyxy=(699,443,829,839)
ifyou-heading: IF YOU WANT:— xyxy=(153,845,221,854)
local-item: The tramcar bodies, which arrived on Monday from the coach, attracted a great deal of attention in the station yard. They were yesterday taken out to the car shed at Fitzroy by the borough traction engine. They are handsome cars and have been landed practically without a scratch. xyxy=(836,113,969,203)
save-money-heading: SAVE MONEY— xyxy=(423,322,488,331)
tailoring-text: Ladies' and Gents' High-class Tailoring. xyxy=(10,926,134,944)
patent-text: PATENT AGENCY.—Agent for Baldwin and O'Donnell, Patent and Trade Mark Attorneys. xyxy=(288,1153,416,1180)
invitation-heading: OUR INVITATION TO ALL— xyxy=(294,970,409,979)
personal-item: Mr. A. C. Wheatley, accountant, in the Town Clerk's office, has been appointed acting Town Clerk during the absence of Mr. F. T. Bellringer on military duty. xyxy=(976,454,1110,499)
supreme-text: SUPREME EXCELLENCE. xyxy=(164,547,264,556)
mech-text: MECH. ENGINEER, PUBLIC DRAUGHTSMAN. xyxy=(293,1096,411,1114)
foryears-text: For over 41 years we have been selling pianos to customers in all parts of New Zealand, and have received hundreds of letters telling us how they appreciate the fine pianos we sell them. xyxy=(147,353,281,452)
instrument-text: An instrument to give faithful service in any climate must be thoroughly and honestly built right through. Every piano we sell we guarantee for Tone, Touch, Finish, and Durability. xyxy=(147,251,281,305)
noshoe-text: No shoe could possibly be more desirable to give tone and distinction to a smart gown, than our latest model "LA VALERI". Prices from 13/6. xyxy=(153,65,275,110)
hurrell-motor-car-illustration: HURRELL BROS. HAWERA & ELTHAM xyxy=(153,779,275,841)
sure-heading: SURE TO BE ACCEPTABLE! xyxy=(32,634,112,655)
local-item: For Christmas shoppers J. Bennett, jeweller, has some very pretty novelties and souvenirs. This year Mr. Bennett's stocks are heavy, and being well bought, customers will find the values particularly attractive. The goods are mostly English made. The public are invited to inspect the windows and showcases. xyxy=(836,1373,969,1463)
